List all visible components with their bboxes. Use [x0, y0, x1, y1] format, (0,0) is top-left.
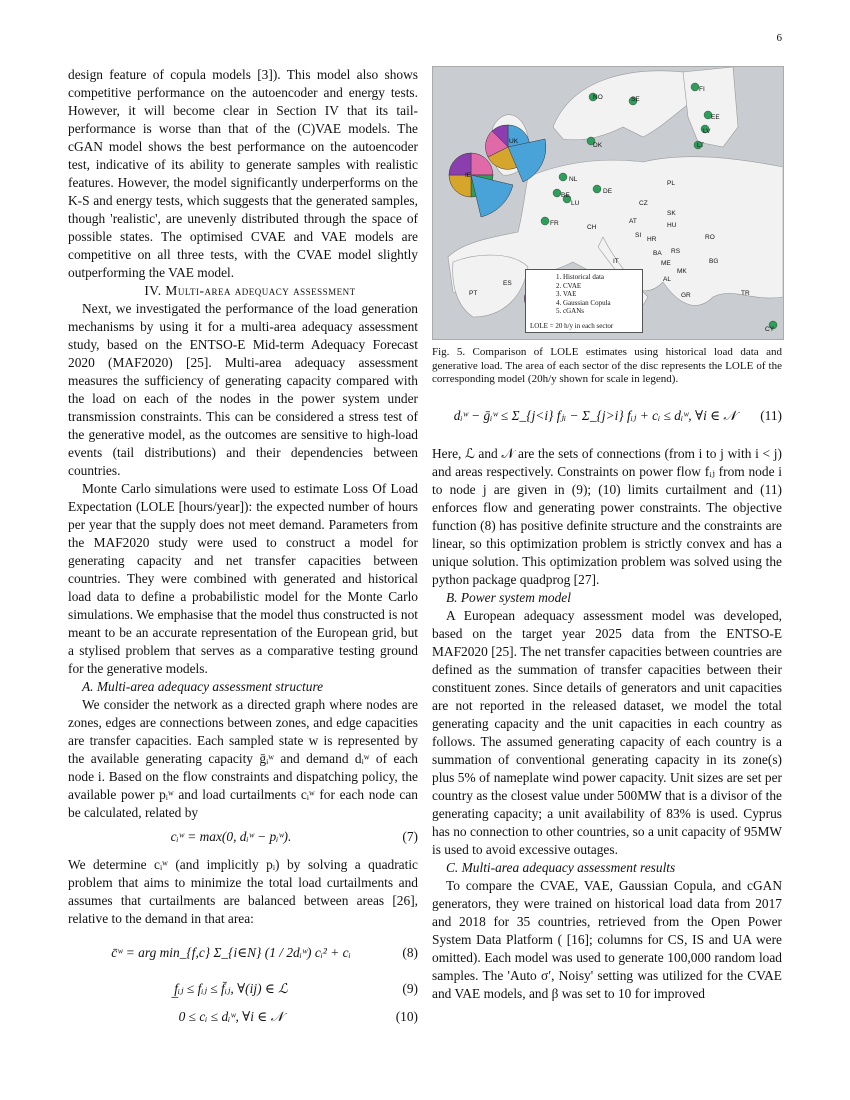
- country-label: SE: [631, 96, 640, 103]
- paragraph: design feature of copula models [3]). This model also shows competitive performance on the autoencoder and energy tests. However, it will become clear in Section IV that its tail-performance is worse than that of the (C)VAE models. The cGAN model shows the best performance on the autoencoder test, indicative of its ability to generate samples with realistic features. However, the model significantly underperforms on the K-S and energy tests, which suggests that the generated samples, though 'realistic', are unevenly distributed through the space of possible states. The optimised CVAE and VAE models are competitive on all three tests, with the CVAE model slightly outperforming the VAE model.: [68, 67, 418, 280]
- pie-chart-nl: [559, 173, 567, 181]
- country-label: PT: [469, 290, 478, 297]
- country-label: CY: [765, 326, 775, 333]
- country-label: IT: [613, 258, 619, 265]
- subsection-heading: B. Power system model: [446, 589, 571, 605]
- legend-item: 2. CVAE: [556, 281, 582, 290]
- country-label: PL: [667, 180, 675, 187]
- equation-7: [68, 828, 418, 850]
- country-label: ME: [661, 260, 671, 267]
- legend-scale: LOLE = 20 h/y in each sector: [530, 321, 614, 330]
- country-label: BG: [709, 258, 719, 265]
- legend-item: 1. Historical data: [556, 273, 605, 281]
- equation-8: [68, 934, 418, 974]
- country-label: HU: [667, 222, 677, 229]
- country-label: LU: [571, 200, 580, 207]
- country-label: BA: [653, 250, 662, 257]
- equation-number: (9): [402, 981, 418, 996]
- pie-chart-fr: [541, 217, 549, 225]
- subsection-heading: A. Multi-area adequacy assessment structure: [82, 679, 324, 694]
- right-column: [432, 66, 782, 1003]
- legend-item: 5. cGANs: [556, 307, 584, 315]
- country-label: EE: [711, 114, 720, 121]
- country-label: UK: [509, 138, 519, 145]
- country-label: HR: [647, 236, 657, 243]
- equation-11: [432, 399, 782, 439]
- country-label: RO: [705, 234, 715, 241]
- section-title: IV. Multi-area adequacy assessment: [144, 283, 356, 298]
- country-label: MK: [677, 268, 687, 275]
- country-label: GR: [681, 292, 691, 299]
- country-label: CZ: [639, 200, 648, 207]
- europe-lole-map: [432, 66, 784, 340]
- paragraph: We consider the network as a directed graph where nodes are zones, edges are connections between zones, and edge capacities are transfer capacities. Each sampled state w is represented by the available generating capacity ḡᵢʷ and demand dᵢʷ of each node i. Based on the flow constraints and dispatching policy, the available power pᵢʷ and load curtailments cᵢʷ for each node can be calculated, related by: [68, 697, 418, 820]
- paragraph: Monte Carlo simulations were used to estimate Loss Of Load Expectation (LOLE [hours/year]): the expected number of hours per year that the supply does not meet demand. Parameters from the MAF2020 study were used to construct a model for generating capacity and net transfer capacities between countries. They were combined with generated and historical load data to define a probabilistic model for the Monte Carlo simulations. We emphasise that the model thus constructed is not meant to be an accurate representation of the European grid, but a stylised problem that serves as a comparative testing ground for the generative models.: [68, 481, 418, 676]
- equation-10: [68, 1008, 418, 1030]
- equation-9: [68, 980, 418, 1002]
- pie-chart-be: [553, 189, 561, 197]
- paragraph: A European adequacy assessment model was developed, based on the target year 2025 data from the ENTSO-E MAF2020 [25]. The net transfer capacities between countries are defined as the summation of transfer capacities between their constituent zones. Since details of generators and unit capacities are not reported in the released dataset, we model the total generating capacity and the unit capacities in each country as follows. The assumed generating capacity of each country is a summation of conventional generating capacity in its zone(s) plus 5% of nameplate wind power capacity. Unit sizes are set per country as the closest value under 500MW that is a divisor of the generating capacity; a unit availability of 83% is used. Cyprus has no connection to other countries, so a unit capacity of 95MW is used to avoid excessive outages.: [432, 607, 782, 857]
- country-label: SI: [635, 232, 642, 239]
- left-column: [68, 66, 418, 1036]
- paragraph: Here, ℒ and 𝒩 are the sets of connections (from i to j with i < j) and areas respectively. Constraints on power flow fᵢⱼ from node i to node j are given in (9); (10) limits curtailment and (11) enforces flow and generating power constraints. The objective function (8) has positive definite structure and the constraints are linear, so this optimization problem is strictly convex and has a unique solution. This optimization problem was solved using the python package quadprog [27].: [432, 445, 782, 587]
- equation-number: (8): [402, 945, 418, 960]
- paragraph: To compare the CVAE, VAE, Gaussian Copula, and cGAN generators, they were trained on historical load data from 2017 and 2018 for 35 countries, retrieved from the Open Power System Data Platform ( [16]; columns for CS, IS and UA were omitted). Each model was used to generate 100,000 random load samples. The 'Auto σ′, Noisy' setting was utilized for the CVAE and VAE models, and β was set to 10 for improved: [432, 877, 782, 1001]
- country-label: BE: [561, 192, 570, 199]
- subsection-heading: C. Multi-area adequacy assessment results: [446, 859, 676, 875]
- legend-item: 3. VAE: [556, 290, 577, 298]
- country-label: TR: [741, 290, 750, 297]
- equation-number: (10): [395, 1009, 418, 1024]
- figure-caption: Fig. 5. Comparison of LOLE estimates using historical load data and generative load. The area of each sector of the disc represents the LOLE of the corresponding model (20h/y shown for scale in legend).: [432, 346, 782, 385]
- country-label: DK: [593, 142, 603, 149]
- country-label: FI: [699, 86, 705, 93]
- country-label: CH: [587, 224, 597, 231]
- equation-body: c̄ʷ = arg min_{f,c} Σ_{i∈N} (1 / 2dᵢʷ) cᵢ² + cᵢ: [111, 945, 351, 960]
- country-label: DE: [603, 188, 613, 195]
- equation-body: cᵢʷ = max(0, dᵢʷ − pᵢʷ).: [170, 829, 292, 844]
- country-label: NL: [569, 176, 578, 183]
- pie-chart-fi: [691, 83, 699, 91]
- paragraph: Next, we investigated the performance of the load generation mechanisms by using it for a multi-area adequacy assessment study, based on the ENTSO-E Mid-term Adequacy Forecast 2020 (MAF2020) [25]. Multi-area adequacy assessment measures the sufficiency of generating capacity compared with the load on each of the nodes in the power system under transmission constraints. This can be considered a stress test of the generative model, as the outcomes are sensitive to high-load events (tail distributions) and their dependencies between countries.: [68, 301, 418, 478]
- equation-body: f̲ᵢⱼ ≤ fᵢⱼ ≤ f̄ᵢⱼ, ∀(ij) ∈ ℒ: [174, 981, 288, 996]
- equation-body: dᵢʷ − ḡᵢʷ ≤ Σ_{j<i} fⱼᵢ − Σ_{j>i} fᵢⱼ + cᵢ ≤ dᵢʷ, ∀i ∈ 𝒩: [453, 407, 737, 423]
- equation-number: (7): [402, 829, 418, 844]
- country-label: NO: [593, 94, 603, 101]
- map-legend: [525, 269, 643, 333]
- country-label: SK: [667, 210, 676, 217]
- country-label: FR: [550, 220, 559, 227]
- country-label: ES: [503, 280, 512, 287]
- country-label: IE: [465, 172, 472, 179]
- country-label: LV: [703, 128, 711, 135]
- country-label: AT: [629, 218, 637, 225]
- paragraph: We determine cᵢʷ (and implicitly pᵢ) by solving a quadratic problem that aims to minimize the total load curtailments and assumes that curtailments are balanced between areas [26], relative to the demand in that area:: [68, 857, 418, 926]
- page-number: 6: [776, 32, 782, 44]
- country-label: RS: [671, 248, 681, 255]
- equation-body: 0 ≤ cᵢ ≤ dᵢʷ, ∀i ∈ 𝒩: [178, 1009, 284, 1024]
- legend-items: [556, 273, 611, 316]
- pie-chart-de: [593, 185, 601, 193]
- country-label: LT: [697, 142, 705, 149]
- legend-item: 4. Gaussian Copula: [556, 298, 611, 307]
- equation-number: (11): [760, 407, 782, 423]
- country-label: AL: [663, 276, 671, 283]
